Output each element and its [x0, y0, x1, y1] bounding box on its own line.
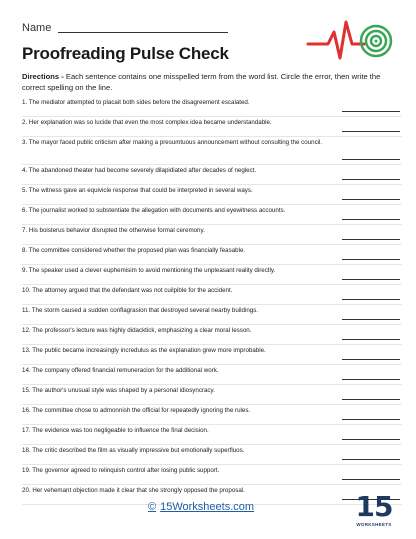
sentence-text: 17. The evidence was too negligeable to influence the final decision.: [22, 427, 209, 434]
answer-line[interactable]: [342, 159, 400, 160]
sentence-item: [22, 365, 402, 385]
answer-line[interactable]: [342, 479, 400, 480]
answer-line[interactable]: [342, 379, 400, 380]
sentence-text: 12. The professor's lecture was highly didacktick, emphasizing a clear moral lesson.: [22, 327, 252, 334]
answer-line[interactable]: [342, 239, 400, 240]
sentence-item: [22, 97, 402, 117]
sentence-text: 2. Her explanation was so lucide that even the most complex idea became understandable.: [22, 119, 272, 126]
name-row: [22, 22, 228, 34]
answer-line[interactable]: [342, 179, 400, 180]
answer-line[interactable]: [342, 111, 400, 112]
answer-line[interactable]: [342, 199, 400, 200]
answer-line[interactable]: [342, 299, 400, 300]
brand-logo: [354, 492, 394, 534]
sentence-text: 13. The public became increasingly incredulus as the explanation grew more improbable.: [22, 347, 266, 354]
name-label: Name: [22, 22, 52, 34]
sentence-text: 3. The mayor faced public criticism after making a presumtuous announcement without consulting the council.: [22, 139, 323, 146]
sentence-text: 16. The committee chose to admonnish the official for repeatedly ignoring the rules.: [22, 407, 251, 414]
name-line: [58, 32, 228, 33]
directions: [22, 71, 402, 93]
sentence-item: [22, 137, 402, 165]
copyright-symbol: ©: [148, 501, 157, 513]
sentence-item: [22, 165, 402, 185]
sentence-text: 14. The company offered financial remuneracion for the additional work.: [22, 367, 219, 374]
sentence-item: [22, 305, 402, 325]
answer-line[interactable]: [342, 419, 400, 420]
sentence-text: 1. The mediator attempted to placait both sides before the disagreement escalated.: [22, 99, 250, 106]
sentence-text: 15. The author's unusual style was shaped by a personal idiosyncracy.: [22, 387, 215, 394]
brand-number: 15: [355, 490, 393, 523]
site-link[interactable]: [148, 501, 254, 513]
answer-line[interactable]: [342, 259, 400, 260]
answer-line[interactable]: [342, 131, 400, 132]
answer-line[interactable]: [342, 319, 400, 320]
sentence-item: [22, 445, 402, 465]
sentence-text: 8. The committee considered whether the proposed plan was financially feasable.: [22, 247, 246, 254]
sentence-text: 7. His boisterus behavior disrupted the otherwise formal ceremony.: [22, 227, 205, 234]
sentence-item: [22, 205, 402, 225]
answer-line[interactable]: [342, 399, 400, 400]
sentence-text: 11. The storm caused a sudden conflagrasion that destroyed several nearby buildings.: [22, 307, 259, 314]
sentence-item: [22, 225, 402, 245]
sentence-item: [22, 405, 402, 425]
sentence-text: 5. The witness gave an equivicle response that could be interpreted in several ways.: [22, 187, 253, 194]
site-name: 15Worksheets.com: [160, 501, 255, 513]
answer-line[interactable]: [342, 219, 400, 220]
sentence-text: 10. The attorney argued that the defendant was not cuilpible for the accident.: [22, 287, 233, 294]
heartbeat-target-icon: [306, 14, 394, 66]
sentence-item: [22, 385, 402, 405]
sentence-text: 4. The abandoned theater had become severely dilapidiated after decades of neglect.: [22, 167, 257, 174]
sentence-list: [22, 97, 402, 505]
sentence-item: [22, 325, 402, 345]
sentence-text: 18. The critic described the film as visually impressive but emotionally superfluos.: [22, 447, 245, 454]
answer-line[interactable]: [342, 359, 400, 360]
brand-word: WORKSHEETS: [356, 522, 392, 527]
sentence-item: [22, 285, 402, 305]
sentence-text: 19. The governor agreed to relinquish control after losing public support.: [22, 467, 220, 474]
answer-line[interactable]: [342, 279, 400, 280]
sentence-item: [22, 425, 402, 445]
sentence-item: [22, 117, 402, 137]
sentence-item: [22, 245, 402, 265]
directions-label: Directions -: [22, 72, 66, 81]
answer-line[interactable]: [342, 339, 400, 340]
sentence-item: [22, 185, 402, 205]
answer-line[interactable]: [342, 459, 400, 460]
sentence-text: 6. The journalist worked to substentiate the allegation with documents and eyewitness accounts.: [22, 207, 286, 214]
answer-line[interactable]: [342, 439, 400, 440]
sentence-item: [22, 345, 402, 365]
sentence-item: [22, 265, 402, 285]
directions-text: Each sentence contains one misspelled term from the word list. Circle the error, then write the correct spelling on the line.: [22, 72, 381, 92]
sentence-text: 20. Her vehemant objection made it clear that she strongly opposed the proposal.: [22, 487, 245, 494]
sentence-text: 9. The speaker used a clever euphemisim to avoid mentioning the unpleasant reality directly.: [22, 267, 276, 274]
sentence-item: [22, 465, 402, 485]
page-title: Proofreading Pulse Check: [22, 44, 229, 63]
